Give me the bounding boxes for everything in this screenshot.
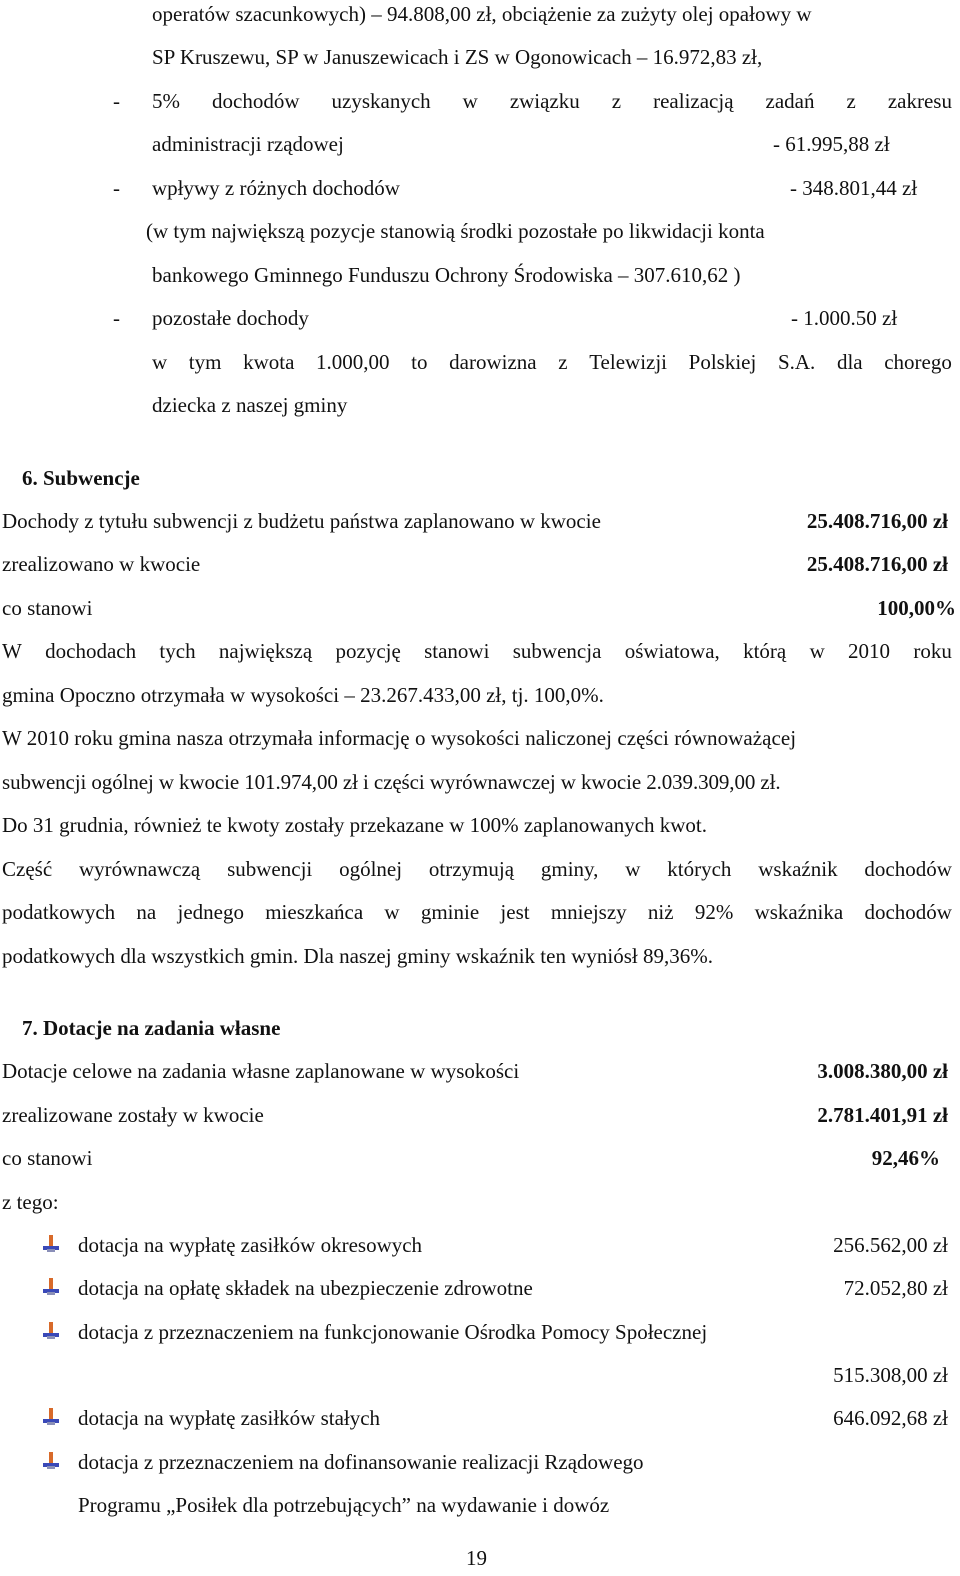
text-line: bankowego Gminnego Funduszu Ochrony Środowiska – 307.610,62 ) [152, 263, 741, 287]
percent-label: co stanowi [2, 1146, 93, 1170]
section-heading: 7. Dotacje na zadania własne [22, 1016, 281, 1040]
word: największą [218, 639, 313, 663]
word: W [2, 639, 22, 663]
word: wyrównawczą [78, 857, 201, 881]
bullet-arrow-icon [42, 1408, 60, 1426]
list-item-label-continued: Programu „Posiłek dla potrzebujących” na wydawanie i dowóz [78, 1493, 610, 1517]
text-line: gmina Opoczno otrzymała w wysokości – 23.267.433,00 zł, tj. 100,0%. [2, 683, 604, 707]
word: jest [500, 900, 530, 924]
text-line: dziecka z naszej gminy [152, 393, 348, 417]
word: dochodów [212, 89, 300, 113]
word: otrzymują [428, 857, 515, 881]
bullet-arrow-icon [42, 1278, 60, 1296]
text-line: wpływy z różnych dochodów [152, 176, 400, 200]
text-line: pozostałe dochody [152, 306, 309, 330]
word: w [384, 900, 400, 924]
amount: - 1.000.50 zł [791, 306, 898, 330]
justified-line [2, 857, 952, 881]
word: związku [509, 89, 580, 113]
percent-label: co stanowi [2, 596, 93, 620]
word: w [152, 350, 168, 374]
realized-value: 2.781.401,91 zł [817, 1103, 948, 1127]
justified-line [2, 900, 952, 924]
list-dash: - [113, 89, 120, 113]
word: subwencja [512, 639, 602, 663]
text-line: subwencji ogólnej w kwocie 101.974,00 zł i części wyrównawczej w kwocie 2.039.309,00 zł. [2, 770, 781, 794]
list-item-value: 646.092,68 zł [833, 1406, 948, 1430]
word: realizacją [653, 89, 734, 113]
text-line: (w tym największą pozycje stanowią środki pozostałe po likwidacji konta [146, 219, 765, 243]
word: dochodów [864, 857, 952, 881]
justified-line [2, 639, 952, 663]
word: z [846, 89, 856, 113]
page-number: 19 [466, 1546, 487, 1570]
word: dochodach [45, 639, 137, 663]
word: których [667, 857, 732, 881]
list-item-value: 515.308,00 zł [833, 1363, 948, 1387]
word: jednego [177, 900, 244, 924]
word: chorego [884, 350, 952, 374]
list-dash: - [113, 306, 120, 330]
list-item-label: dotacja z przeznaczeniem na funkcjonowanie Ośrodka Pomocy Społecznej [78, 1320, 708, 1344]
word: kwota [243, 350, 295, 374]
word: Część [2, 857, 53, 881]
word: 2010 [848, 639, 891, 663]
amount: - 61.995,88 zł [773, 132, 890, 156]
percent-value: 100,00% [877, 596, 956, 620]
word: na [136, 900, 157, 924]
word: tym [188, 350, 222, 374]
word: w [462, 89, 478, 113]
word: mniejszy [550, 900, 627, 924]
planned-value: 25.408.716,00 zł [806, 509, 948, 533]
word: stanowi [424, 639, 490, 663]
word: subwencji [227, 857, 313, 881]
word: mieszkańca [265, 900, 364, 924]
text-line: Do 31 grudnia, również te kwoty zostały przekazane w 100% zaplanowanych kwot. [2, 813, 708, 837]
word: roku [913, 639, 952, 663]
list-intro: z tego: [2, 1190, 59, 1214]
word: z [558, 350, 568, 374]
justified-line [152, 350, 952, 374]
word: zadań [765, 89, 815, 113]
word: w [625, 857, 641, 881]
word: wskaźnika [754, 900, 844, 924]
realized-label: zrealizowane zostały w kwocie [2, 1103, 264, 1127]
text-line: SP Kruszewu, SP w Januszewicach i ZS w Ogonowicach – 16.972,83 zł, [152, 45, 763, 69]
text-line: podatkowych dla wszystkich gmin. Dla naszej gminy wskaźnik ten wyniósł 89,36%. [2, 944, 713, 968]
word: gminie [420, 900, 480, 924]
planned-label: Dochody z tytułu subwencji z budżetu państwa zaplanowano w kwocie [2, 509, 601, 533]
word: tych [159, 639, 196, 663]
percent-value: 92,46% [871, 1146, 940, 1170]
planned-value: 3.008.380,00 zł [817, 1059, 948, 1083]
list-item-label: dotacja na wypłatę zasiłków okresowych [78, 1233, 423, 1257]
list-item-label: dotacja z przeznaczeniem na dofinansowanie realizacji Rządowego [78, 1450, 644, 1474]
amount: - 348.801,44 zł [790, 176, 918, 200]
text-line: administracji rządowej [152, 132, 344, 156]
text-line: operatów szacunkowych) – 94.808,00 zł, obciążenie za zużyty olej opałowy w [152, 2, 812, 26]
list-item-label: dotacja na opłatę składek na ubezpieczenie zdrowotne [78, 1276, 533, 1300]
word: w [809, 639, 825, 663]
word: darowizna [449, 350, 537, 374]
word: wskaźnik [758, 857, 838, 881]
word: dochodów [864, 900, 952, 924]
word: S.A. [777, 350, 816, 374]
list-dash: - [113, 176, 120, 200]
justified-line [152, 89, 952, 113]
word: 1.000,00 [316, 350, 390, 374]
word: Telewizji [589, 350, 668, 374]
text-line: W 2010 roku gmina nasza otrzymała informację o wysokości naliczonej części równoważącej [2, 726, 797, 750]
planned-label: Dotacje celowe na zadania własne zaplanowane w wysokości [2, 1059, 520, 1083]
word: to [411, 350, 428, 374]
word: oświatowa, [624, 639, 720, 663]
word: którą [743, 639, 787, 663]
list-item-label: dotacja na wypłatę zasiłków stałych [78, 1406, 381, 1430]
word: Polskiej [688, 350, 757, 374]
word: zakresu [887, 89, 952, 113]
word: ogólnej [339, 857, 403, 881]
list-item-value: 256.562,00 zł [833, 1233, 948, 1257]
word: pozycję [335, 639, 401, 663]
list-item-value: 72.052,80 zł [843, 1276, 948, 1300]
bullet-arrow-icon [42, 1235, 60, 1253]
realized-value: 25.408.716,00 zł [806, 552, 948, 576]
word: z [611, 89, 622, 113]
realized-label: zrealizowano w kwocie [2, 552, 201, 576]
word: uzyskanych [331, 89, 431, 113]
word: dla [836, 350, 863, 374]
word: niż [647, 900, 674, 924]
section-heading: 6. Subwencje [22, 466, 140, 490]
word: 5% [152, 89, 180, 113]
bullet-arrow-icon [42, 1322, 60, 1340]
word: podatkowych [2, 900, 116, 924]
word: gminy, [540, 857, 599, 881]
bullet-arrow-icon [42, 1452, 60, 1470]
word: 92% [694, 900, 734, 924]
